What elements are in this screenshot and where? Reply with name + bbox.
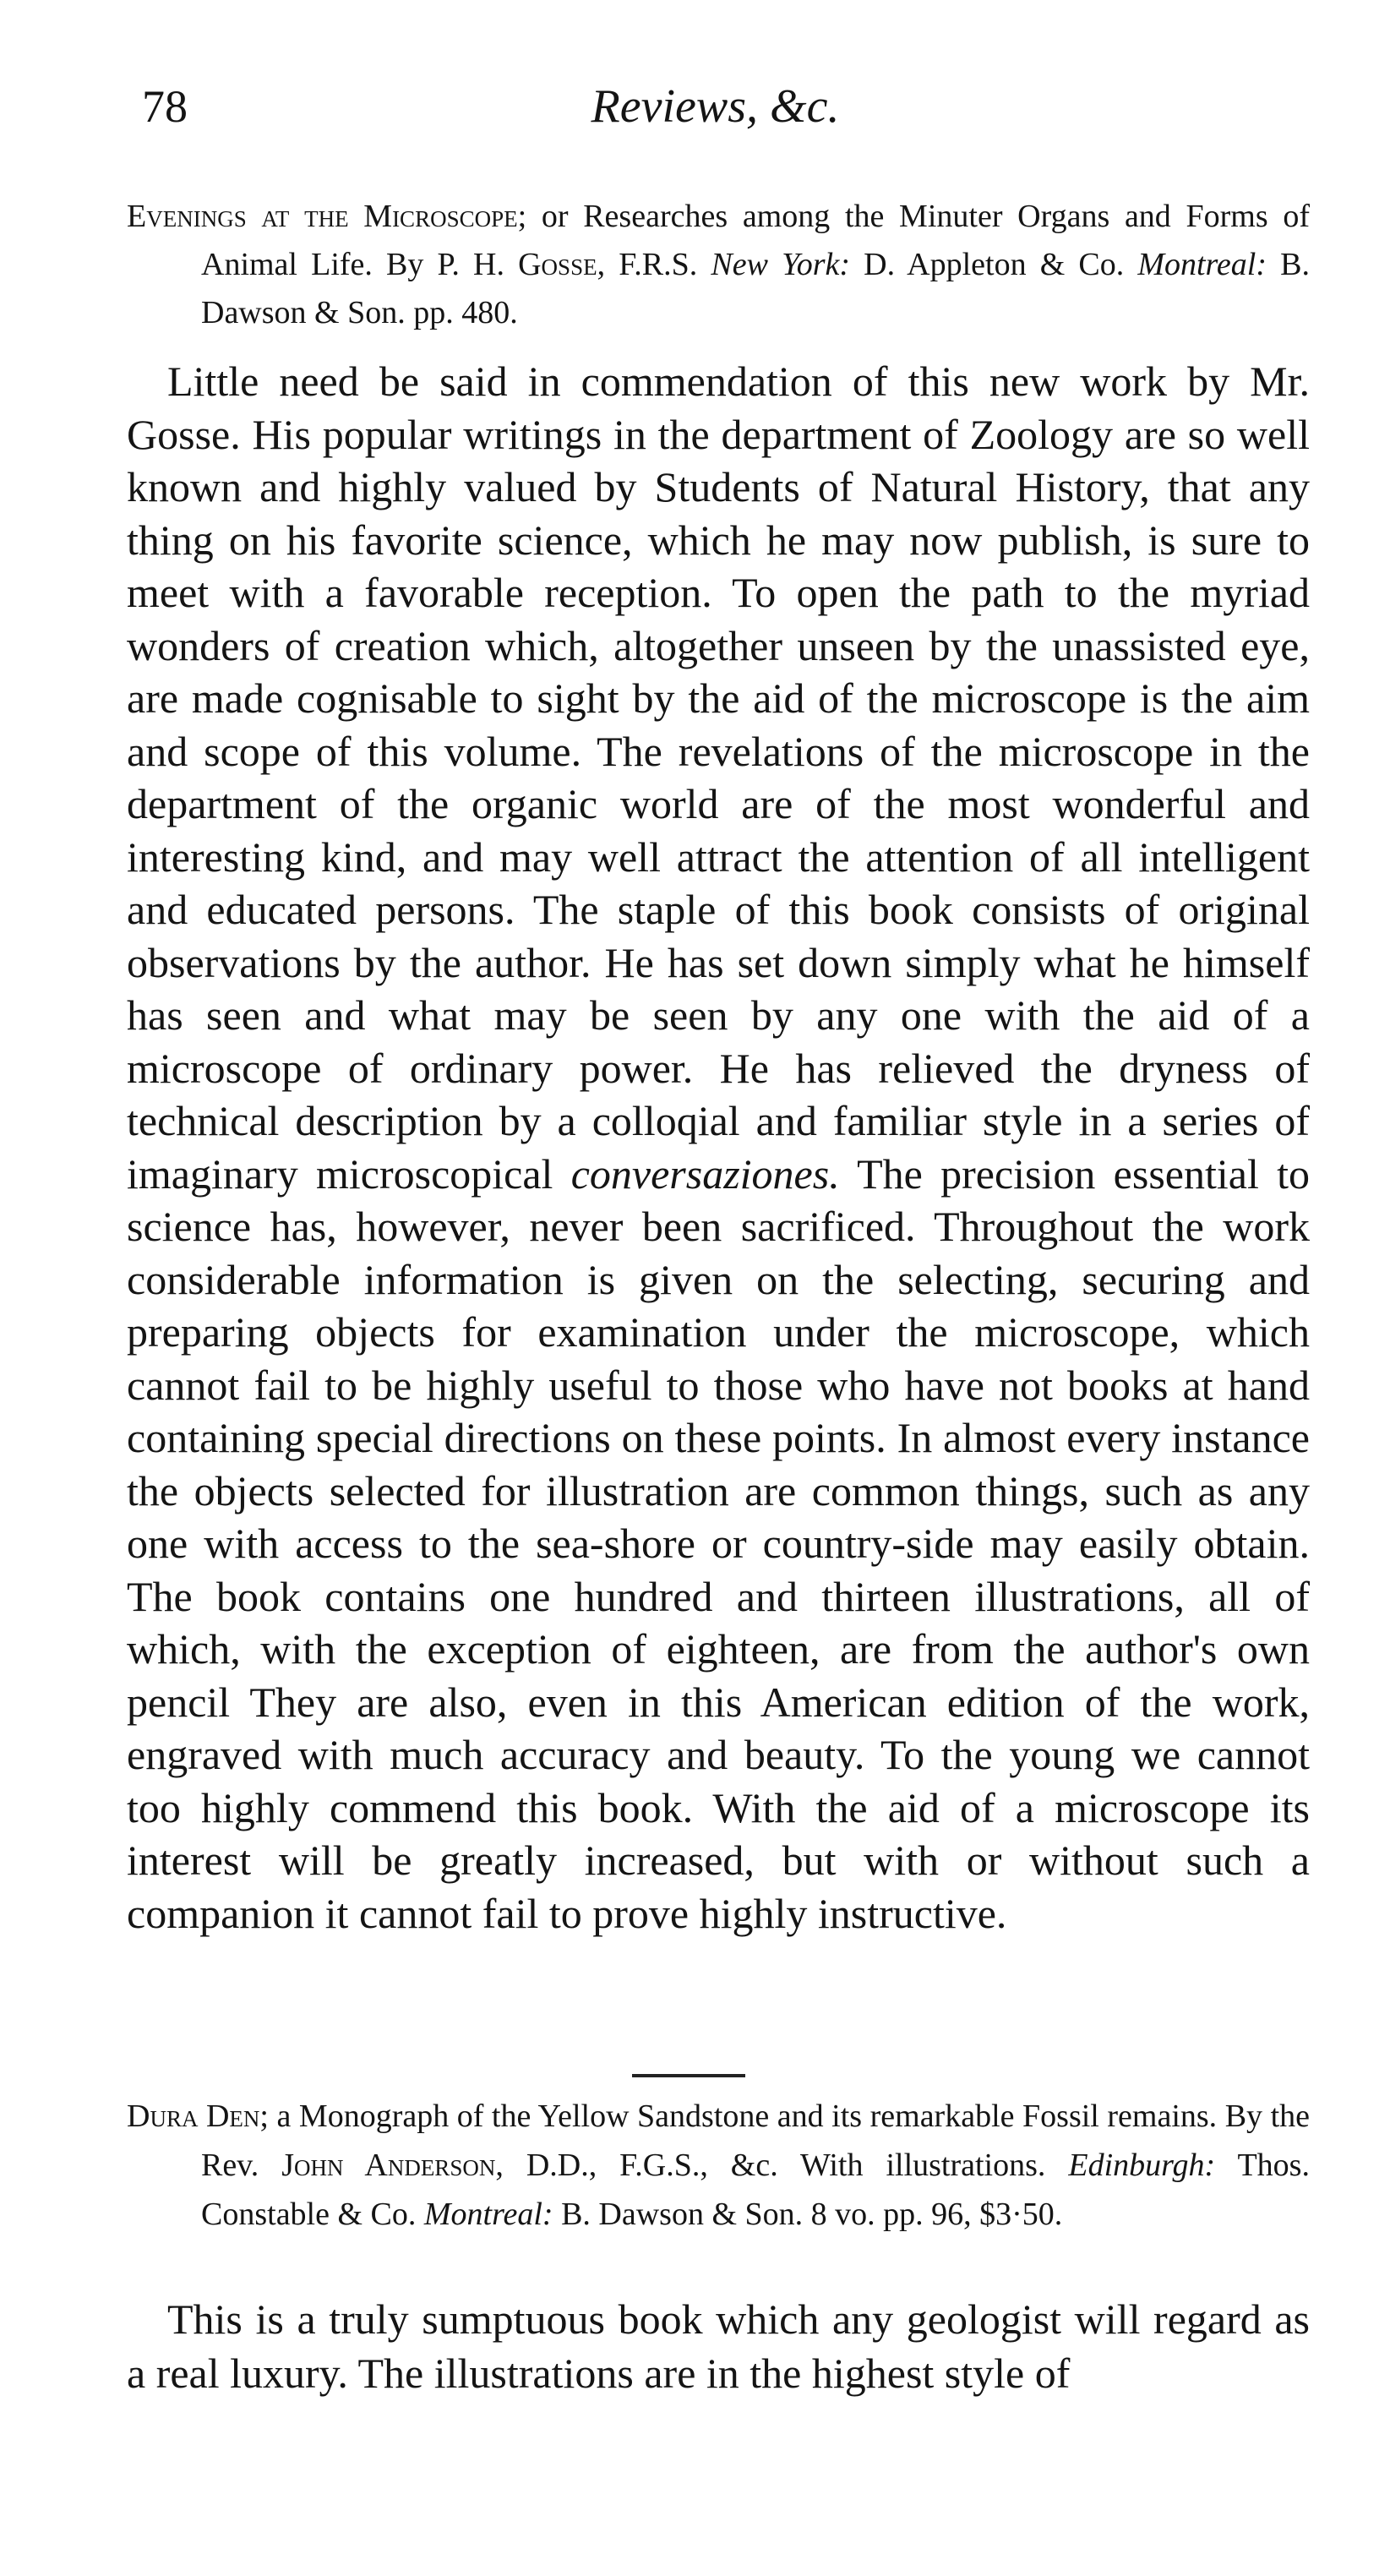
citation-text: , F.R.S.: [597, 247, 711, 282]
author-name: John Anderson: [281, 2148, 496, 2183]
book-citation: [127, 2092, 1310, 2239]
section-divider: [632, 2074, 745, 2077]
citation-text: , D.D., F.G.S., &c. With illustrations.: [495, 2148, 1069, 2183]
book-title: Evenings at the Microscope: [127, 199, 518, 234]
citation-text: ; or Researches among the Minuter Organs and Forms of Animal Life. By P. H.: [201, 199, 1310, 282]
author-name: Gosse: [518, 247, 597, 282]
book-citation: [127, 193, 1310, 337]
publisher: D. Appleton & Co.: [850, 247, 1138, 282]
page-number: 78: [142, 81, 188, 132]
publication-place: New York:: [711, 247, 851, 282]
running-title: Reviews, &c.: [591, 80, 840, 133]
review-entry-2-citation: [127, 2092, 1310, 2239]
publication-place: Edinburgh:: [1068, 2148, 1216, 2183]
publication-place: Montreal:: [1137, 247, 1267, 282]
review-text: Little need be said in commendation of this new work by Mr. Gosse. His popular writings in the department of Zoology are so well known and highly valued by Students of Natural History, that any thing on his favorite science, which he may now publish, is sure to meet with a favorable reception. To open the path to the myriad wonders of creation which, altogether unseen by the unassisted eye, are made cognisable to sight by the aid of the microscope is the aim and scope of this volume. The revelations of the microscope in the department of the organic world are of the most wonderful and interesting kind, and may well attract the attention of all intelligent and educated persons. The staple of this book consists of original observations by the author. He has set down simply what he himself has seen and what may be seen by any one with the aid of a microscope of ordinary power. He has relieved the dryness of technical description by a colloqial and familiar style in a series of imaginary microscopical: [127, 357, 1310, 1198]
publisher-and-pages: B. Dawson & Son. 8 vo. pp. 96, $3·50.: [553, 2197, 1063, 2232]
citation-text: ; a Monograph of the Yellow Sandstone and its remarkable Fossil remains. By the Rev.: [201, 2098, 1311, 2183]
review-text: The precision essential to science has, however, never been sacrificed. Throughout the work considerable information is given on the selecting, securing and preparing objects for examination under the microscope, which cannot fail to be highly useful to those who have not books at hand containing special directions on these points. In almost every instance the objects selected for illustration are common things, such as any one with access to the sea-shore or country-side may easily obtain. The book contains one hundred and thirteen illustrations, all of which, with the exception of eighteen, are from the author's own pencil They are also, even in this American edition of the work, engraved with much accuracy and beauty. To the young we cannot too highly commend this book. With the aid of a microscope its interest will be greatly increased, but with or without such a companion it cannot fail to prove highly instructive.: [127, 1149, 1311, 1937]
review-italic-term: conversaziones.: [570, 1149, 840, 1198]
publisher-and-pages: B. Dawson & Son. pp. 480.: [201, 247, 1310, 330]
book-title: Dura Den: [127, 2098, 260, 2134]
running-head: [142, 73, 1289, 140]
publisher: Thos. Constable & Co.: [201, 2148, 1310, 2232]
publication-place: Montreal:: [423, 2197, 553, 2232]
review-entry-1-citation: [127, 193, 1310, 337]
review-paragraph-2: This is a truly sumptuous book which any geologist will regard as a real luxury. The illustrations are in the highest style of: [127, 2295, 1310, 2397]
review-paragraph-1: [127, 355, 1310, 1940]
